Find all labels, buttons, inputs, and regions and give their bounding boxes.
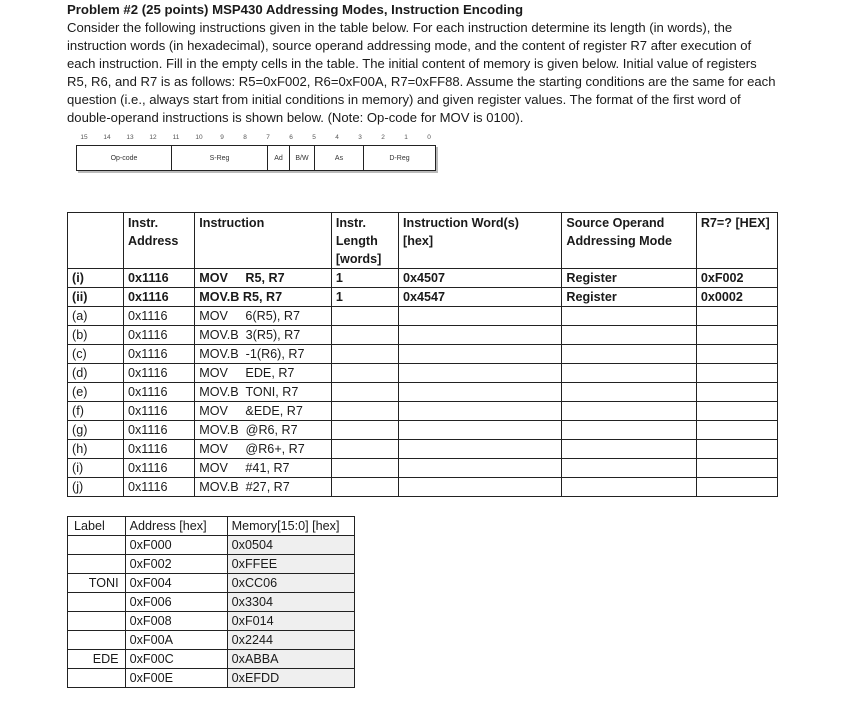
table-row — [68, 307, 778, 326]
table-row — [68, 345, 778, 364]
cell-word[interactable] — [399, 326, 562, 345]
memory-value: 0x2244 — [227, 631, 354, 650]
table-row — [68, 383, 778, 402]
bit-number: 13 — [126, 134, 134, 141]
cell-mode[interactable] — [562, 364, 696, 383]
table-row — [68, 364, 778, 383]
cell-r7[interactable] — [696, 307, 777, 326]
memory-row — [68, 669, 355, 688]
description-line: each instruction. Fill in the empty cells in the table. The initial content of memory is given below. Initial value of registers — [67, 56, 757, 72]
table-row — [68, 402, 778, 421]
problem-description — [67, 19, 827, 128]
description-line: Consider the following instructions given in the table below. For each instruction determine its length (in words), the — [67, 20, 733, 35]
cell-address: 0x1116 — [124, 364, 195, 383]
row-label: (c) — [68, 345, 124, 364]
format-box — [76, 145, 436, 171]
cell-address: 0x1116 — [124, 383, 195, 402]
memory-row — [68, 536, 355, 555]
memory-address: 0xF004 — [125, 574, 227, 593]
instruction-format-diagram — [74, 134, 436, 174]
table-header-row — [68, 213, 778, 269]
cell-address: 0x1116 — [124, 440, 195, 459]
cell-instruction: MOV.B @R6, R7 — [195, 421, 332, 440]
bit-number: 2 — [381, 134, 385, 141]
header-length: Instr. Length [words] — [331, 213, 398, 269]
cell-instruction: MOV.B 3(R5), R7 — [195, 326, 332, 345]
cell-length[interactable] — [331, 459, 398, 478]
header-address: Instr. Address — [124, 213, 195, 269]
cell-r7[interactable] — [696, 421, 777, 440]
row-label: (i) — [68, 269, 124, 288]
memory-address: 0xF00C — [125, 650, 227, 669]
bit-number: 4 — [335, 134, 339, 141]
cell-word[interactable] — [399, 459, 562, 478]
cell-mode[interactable] — [562, 459, 696, 478]
row-label: (e) — [68, 383, 124, 402]
cell-mode[interactable] — [562, 402, 696, 421]
row-label: (h) — [68, 440, 124, 459]
cell-mode[interactable] — [562, 421, 696, 440]
bit-numbers — [74, 134, 436, 144]
memory-label — [68, 612, 126, 631]
memory-table — [67, 516, 355, 688]
memory-value: 0xCC06 — [227, 574, 354, 593]
memory-row — [68, 574, 355, 593]
memory-label — [68, 631, 126, 650]
row-label: (b) — [68, 326, 124, 345]
bit-number: 14 — [103, 134, 111, 141]
cell-length[interactable] — [331, 364, 398, 383]
memory-row — [68, 612, 355, 631]
cell-address: 0x1116 — [124, 326, 195, 345]
memory-header-row — [68, 517, 355, 536]
bit-number: 0 — [427, 134, 431, 141]
memory-row — [68, 593, 355, 612]
field-bw: B/W — [290, 146, 315, 170]
cell-instruction: MOV @R6+, R7 — [195, 440, 332, 459]
cell-word[interactable] — [399, 421, 562, 440]
cell-mode[interactable] — [562, 478, 696, 497]
table-row — [68, 459, 778, 478]
cell-instruction: MOV.B #27, R7 — [195, 478, 332, 497]
table-row — [68, 440, 778, 459]
memory-address: 0xF006 — [125, 593, 227, 612]
memory-header-address: Address [hex] — [125, 517, 227, 536]
row-label: (g) — [68, 421, 124, 440]
memory-value: 0xABBA — [227, 650, 354, 669]
cell-mode[interactable] — [562, 307, 696, 326]
cell-instruction: MOV.B -1(R6), R7 — [195, 345, 332, 364]
cell-word[interactable] — [399, 364, 562, 383]
field-dreg: D-Reg — [389, 154, 410, 162]
table-row — [68, 421, 778, 440]
memory-header-value: Memory[15:0] [hex] — [227, 517, 354, 536]
cell-instruction: MOV EDE, R7 — [195, 364, 332, 383]
cell-word[interactable]: 0x4547 — [399, 288, 562, 307]
row-label: (a) — [68, 307, 124, 326]
cell-length[interactable] — [331, 440, 398, 459]
cell-address: 0x1116 — [124, 421, 195, 440]
cell-address: 0x1116 — [124, 459, 195, 478]
cell-mode[interactable]: Register — [562, 269, 696, 288]
memory-address: 0xF008 — [125, 612, 227, 631]
header-instruction-word: Instruction Word(s) [hex] — [399, 213, 562, 269]
description-line: double-operand instructions is shown below. (Note: Op-code for MOV is 0100). — [67, 110, 524, 126]
table-row — [68, 478, 778, 497]
cell-r7[interactable] — [696, 402, 777, 421]
memory-address: 0xF002 — [125, 555, 227, 574]
cell-r7[interactable]: 0x0002 — [696, 288, 777, 307]
cell-address: 0x1116 — [124, 288, 195, 307]
table-row — [68, 288, 778, 307]
memory-row — [68, 631, 355, 650]
cell-mode[interactable] — [562, 345, 696, 364]
memory-header-label: Label — [68, 517, 126, 536]
cell-address: 0x1116 — [124, 269, 195, 288]
header-instruction: Instruction — [195, 213, 332, 269]
bit-number: 15 — [80, 134, 88, 141]
memory-value: 0xF014 — [227, 612, 354, 631]
memory-address: 0xF00E — [125, 669, 227, 688]
memory-value: 0xFFEE — [227, 555, 354, 574]
memory-label — [68, 593, 126, 612]
cell-address: 0x1116 — [124, 307, 195, 326]
description-line: question (i.e., always start from initial conditions in memory) and given register values. The format of the first word of — [67, 92, 741, 108]
bit-number: 9 — [220, 134, 224, 141]
cell-instruction: MOV.B R5, R7 — [195, 288, 332, 307]
cell-word[interactable] — [399, 440, 562, 459]
memory-label — [68, 536, 126, 555]
memory-label: EDE — [68, 650, 126, 669]
bit-number: 11 — [172, 134, 180, 141]
cell-r7[interactable] — [696, 345, 777, 364]
memory-value: 0x0504 — [227, 536, 354, 555]
description-line: instruction words (in hexadecimal), source operand addressing mode, and the content of register R7 after execution of — [67, 38, 752, 54]
cell-instruction: MOV 6(R5), R7 — [195, 307, 332, 326]
bit-number: 12 — [149, 134, 157, 141]
cell-word[interactable] — [399, 478, 562, 497]
memory-row — [68, 555, 355, 574]
cell-length[interactable] — [331, 345, 398, 364]
cell-r7[interactable] — [696, 383, 777, 402]
memory-address: 0xF000 — [125, 536, 227, 555]
memory-value: 0xEFDD — [227, 669, 354, 688]
cell-instruction: MOV #41, R7 — [195, 459, 332, 478]
field-as: As — [315, 146, 364, 170]
cell-length[interactable] — [331, 383, 398, 402]
row-label: (i) — [68, 459, 124, 478]
cell-instruction: MOV R5, R7 — [195, 269, 332, 288]
cell-length[interactable]: 1 — [331, 269, 398, 288]
cell-word[interactable] — [399, 402, 562, 421]
bit-number: 7 — [266, 134, 270, 141]
header-label — [68, 213, 124, 269]
cell-length[interactable] — [331, 326, 398, 345]
cell-length[interactable] — [331, 307, 398, 326]
row-label: (ii) — [68, 288, 124, 307]
cell-r7[interactable] — [696, 326, 777, 345]
cell-r7[interactable]: 0xF002 — [696, 269, 777, 288]
row-label: (d) — [68, 364, 124, 383]
row-label: (j) — [68, 478, 124, 497]
memory-label — [68, 555, 126, 574]
cell-length[interactable] — [331, 402, 398, 421]
memory-value: 0x3304 — [227, 593, 354, 612]
bit-number: 6 — [289, 134, 293, 141]
problem-title: Problem #2 (25 points) MSP430 Addressing Modes, Instruction Encoding — [67, 2, 524, 17]
table-row — [68, 326, 778, 345]
cell-word[interactable]: 0x4507 — [399, 269, 562, 288]
cell-word[interactable] — [399, 307, 562, 326]
cell-instruction: MOV.B TONI, R7 — [195, 383, 332, 402]
field-opcode: Op-code — [77, 146, 172, 170]
memory-row — [68, 650, 355, 669]
header-addressing-mode: Source Operand Addressing Mode — [562, 213, 696, 269]
memory-address: 0xF00A — [125, 631, 227, 650]
cell-mode[interactable] — [562, 326, 696, 345]
cell-r7[interactable] — [696, 440, 777, 459]
cell-length[interactable] — [331, 478, 398, 497]
cell-mode[interactable] — [562, 383, 696, 402]
instruction-table — [67, 212, 778, 497]
cell-address: 0x1116 — [124, 345, 195, 364]
memory-label: TONI — [68, 574, 126, 593]
bit-number: 5 — [312, 134, 316, 141]
cell-word[interactable] — [399, 345, 562, 364]
cell-address: 0x1116 — [124, 402, 195, 421]
memory-label — [68, 669, 126, 688]
cell-r7[interactable] — [696, 459, 777, 478]
field-sreg: S-Reg — [172, 146, 268, 170]
cell-instruction: MOV &EDE, R7 — [195, 402, 332, 421]
table-row — [68, 269, 778, 288]
row-label: (f) — [68, 402, 124, 421]
cell-r7[interactable] — [696, 478, 777, 497]
cell-address: 0x1116 — [124, 478, 195, 497]
description-line: R5, R6, and R7 is as follows: R5=0xF002, R6=0xF00A, R7=0xFF88. Assume the starting conditions are the same for each — [67, 74, 776, 90]
bit-number: 8 — [243, 134, 247, 141]
cell-length[interactable]: 1 — [331, 288, 398, 307]
cell-r7[interactable] — [696, 364, 777, 383]
bit-number: 3 — [358, 134, 362, 141]
cell-word[interactable] — [399, 383, 562, 402]
cell-mode[interactable] — [562, 440, 696, 459]
bit-number: 10 — [195, 134, 203, 141]
cell-mode[interactable]: Register — [562, 288, 696, 307]
cell-length[interactable] — [331, 421, 398, 440]
bit-number: 1 — [404, 134, 408, 141]
header-r7: R7=? [HEX] — [696, 213, 777, 269]
field-ad: Ad — [268, 146, 290, 170]
